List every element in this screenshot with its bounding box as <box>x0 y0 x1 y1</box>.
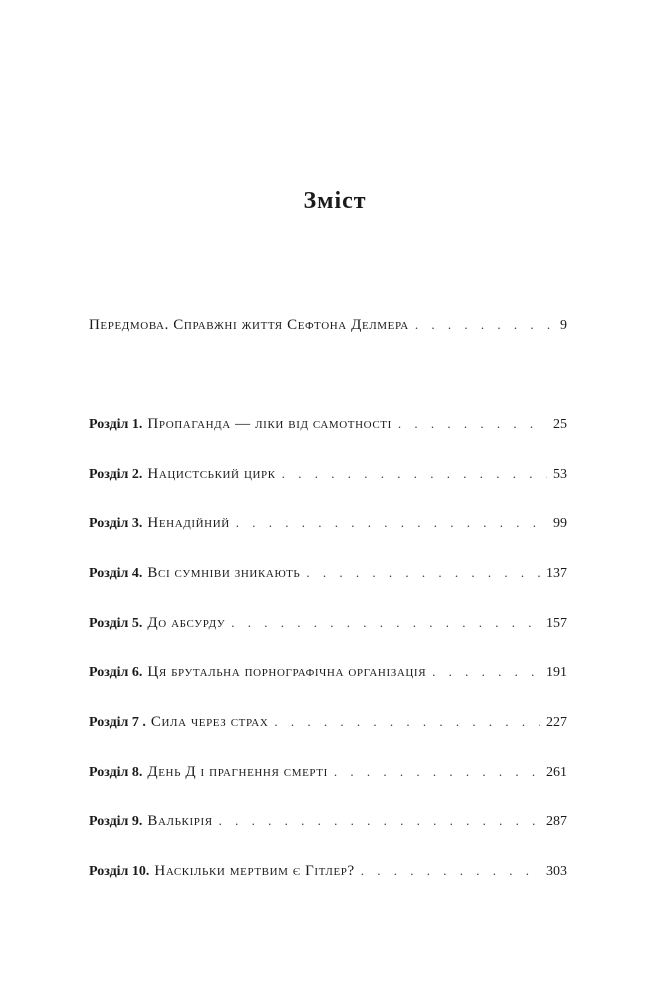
toc-page-number: 227 <box>546 715 567 730</box>
toc-entry-chapter-10[interactable] <box>89 861 567 882</box>
chapter-label: Розділ 5. <box>89 616 143 631</box>
toc-entry-title: Валькірія <box>147 813 213 829</box>
toc-page-number: 25 <box>553 417 567 432</box>
dot-leader <box>219 811 540 831</box>
toc-entry-chapter-6[interactable] <box>89 662 567 683</box>
toc-entry-chapter-4[interactable] <box>89 563 567 584</box>
toc-page-number: 53 <box>553 467 567 482</box>
toc-entry-title: Ненадійний <box>147 515 230 531</box>
toc-entry-chapter-1[interactable] <box>89 414 567 435</box>
toc-page-number: 261 <box>546 765 567 780</box>
toc-page-number: 9 <box>560 318 567 333</box>
chapter-label: Розділ 8. <box>89 765 143 780</box>
chapter-label: Розділ 6. <box>89 665 143 680</box>
toc-entry-title: День Д і прагнення смерті <box>147 764 328 780</box>
toc-entry-title: Нацистський цирк <box>147 466 276 482</box>
toc-entry-chapter-7[interactable] <box>89 712 567 733</box>
chapter-label: Розділ 3. <box>89 516 143 531</box>
toc-entry-chapter-8[interactable] <box>89 762 567 783</box>
toc-page-number: 191 <box>546 665 567 680</box>
toc-page-number: 287 <box>546 814 567 829</box>
toc-entry-chapter-9[interactable] <box>89 811 567 832</box>
chapter-label: Розділ 1. <box>89 417 143 432</box>
dot-leader <box>282 464 547 484</box>
toc-entry-title: Всі сумніви зникають <box>147 565 301 581</box>
page-title: Зміст <box>303 188 367 214</box>
toc-entry-title: Ця брутальна порнографічна організація <box>147 664 427 680</box>
toc-entry-chapter-3[interactable] <box>89 513 567 534</box>
dot-leader <box>231 613 540 633</box>
chapter-label: Розділ 2. <box>89 467 143 482</box>
toc-entry-title: До абсурду <box>147 615 226 631</box>
toc-entry-title: Наскільки мертвим є Гітлер? <box>154 863 355 879</box>
chapter-label: Розділ 10. <box>89 864 150 879</box>
toc-page-number: 137 <box>546 566 567 581</box>
dot-leader <box>398 414 547 434</box>
dot-leader <box>274 712 540 732</box>
toc-entry-chapter-5[interactable] <box>89 613 567 634</box>
toc-page-number: 99 <box>553 516 567 531</box>
chapter-label: Розділ 4. <box>89 566 143 581</box>
toc-entry-title: Пропаганда — ліки від самотності <box>147 416 392 432</box>
dot-leader <box>236 513 547 533</box>
dot-leader <box>415 315 554 335</box>
toc-entry-preface[interactable] <box>89 315 567 336</box>
dot-leader <box>361 861 540 881</box>
toc-entry-chapter-2[interactable] <box>89 464 567 485</box>
toc-entry-title: Сила через страх <box>150 714 269 730</box>
dot-leader <box>334 762 540 782</box>
dot-leader <box>306 563 540 583</box>
toc-page-number: 303 <box>546 864 567 879</box>
chapter-label: Розділ 9. <box>89 814 143 829</box>
toc-page-number: 157 <box>546 616 567 631</box>
chapter-label: Розділ 7 . <box>89 715 146 730</box>
dot-leader <box>432 662 540 682</box>
toc-entry-title: Передмова. Справжні життя Сефтона Делмера <box>89 317 409 333</box>
